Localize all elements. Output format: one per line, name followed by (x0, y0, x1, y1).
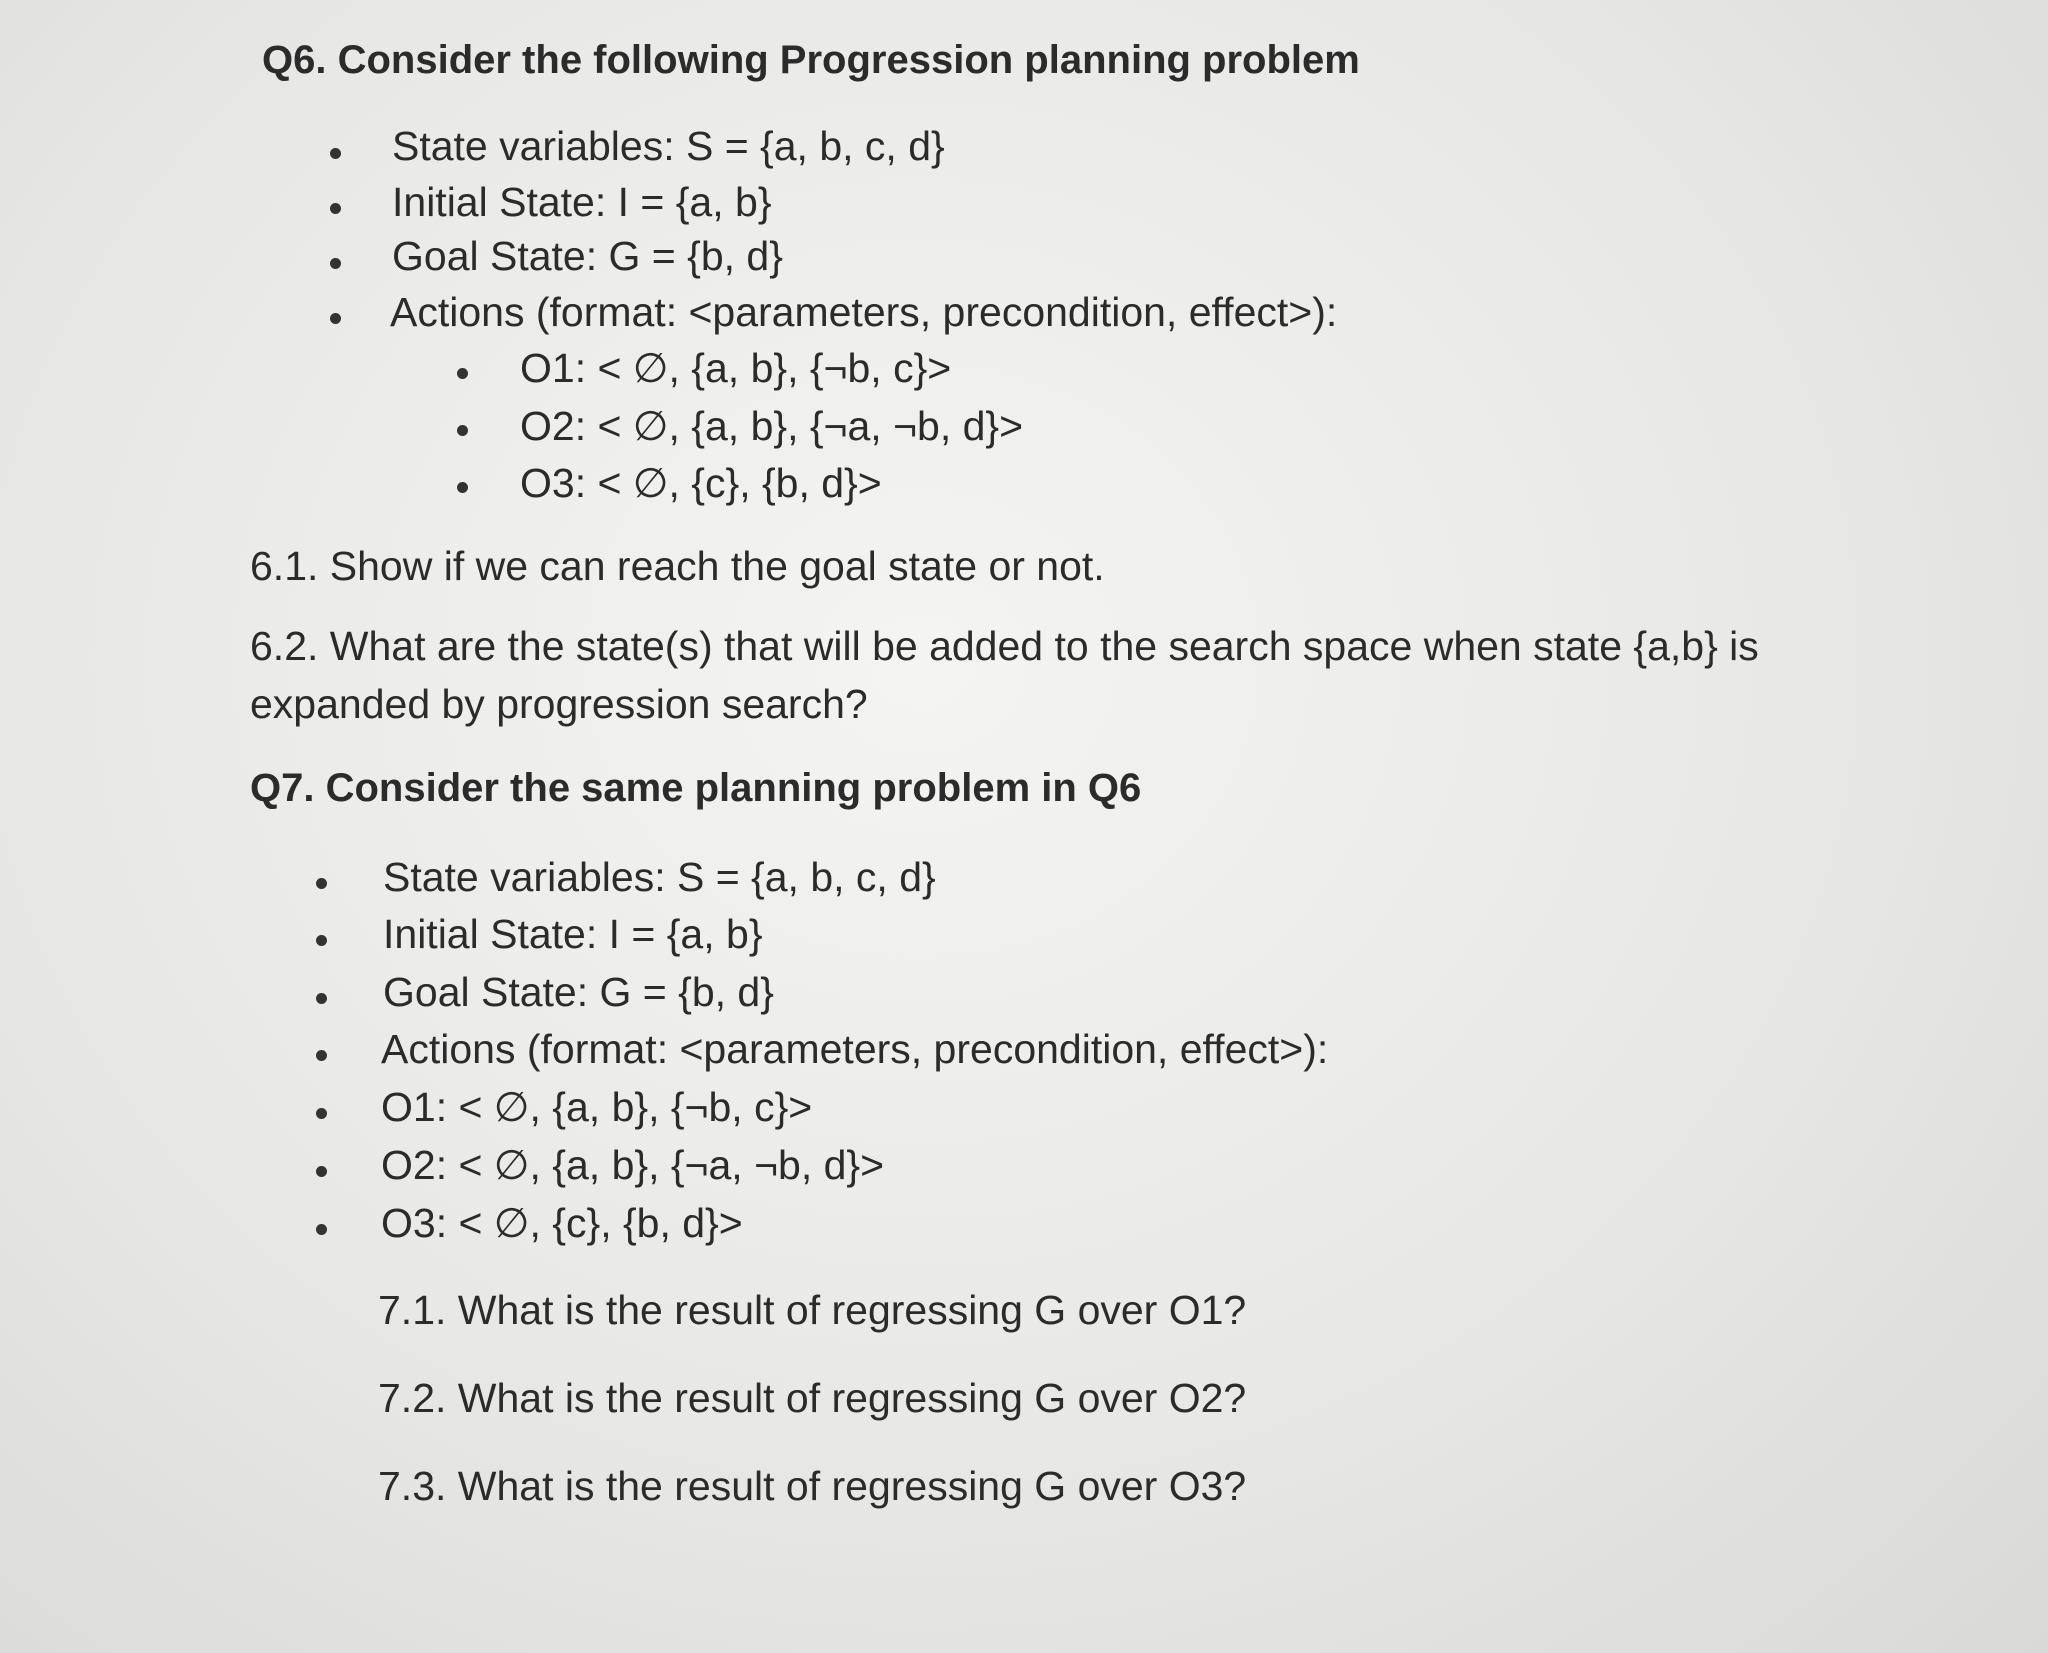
q6-heading: Q6. Consider the following Progression planning problem (262, 38, 1360, 82)
q6-action-o2: O2: < ∅, {a, b}, {¬a, ¬b, d}> (520, 403, 1024, 449)
bullet (330, 148, 341, 159)
q7-action-o2: O2: < ∅, {a, b}, {¬a, ¬b, d}> (381, 1142, 885, 1188)
q6-2-question-line2: expanded by progression search? (250, 681, 868, 727)
q6-action-o1: O1: < ∅, {a, b}, {¬b, c}> (520, 345, 952, 391)
q6-1-question: 6.1. Show if we can reach the goal state or not. (250, 543, 1105, 589)
q6-2-question-line1: 6.2. What are the state(s) that will be added to the search space when state {a,b} is (250, 623, 1759, 669)
bullet (316, 1166, 327, 1177)
q7-3-question: 7.3. What is the result of regressing G over O3? (378, 1463, 1247, 1509)
q7-initial-state: Initial State: I = {a, b} (383, 911, 763, 957)
q6-action-o3: O3: < ∅, {c}, {b, d}> (520, 460, 882, 506)
q7-state-variables: State variables: S = {a, b, c, d} (383, 854, 936, 900)
bullet (330, 258, 341, 269)
q7-1-question: 7.1. What is the result of regressing G over O1? (378, 1287, 1247, 1333)
q6-initial-state: Initial State: I = {a, b} (392, 179, 772, 225)
q6-state-variables: State variables: S = {a, b, c, d} (392, 123, 945, 169)
q7-goal-state: Goal State: G = {b, d} (383, 969, 774, 1015)
q6-goal-state: Goal State: G = {b, d} (392, 233, 783, 279)
q7-action-o1: O1: < ∅, {a, b}, {¬b, c}> (381, 1084, 813, 1130)
bullet (330, 203, 341, 214)
bullet (316, 1050, 327, 1061)
bullet (457, 368, 468, 379)
bullet (316, 878, 327, 889)
q6-actions-format: Actions (format: <parameters, precondition, effect>): (390, 289, 1338, 335)
bullet (316, 993, 327, 1004)
bullet (330, 313, 341, 324)
q7-heading: Q7. Consider the same planning problem in Q6 (250, 766, 1142, 810)
bullet (457, 425, 468, 436)
q7-actions-format: Actions (format: <parameters, precondition, effect>): (381, 1026, 1329, 1072)
bullet (316, 1224, 327, 1235)
bullet (316, 1108, 327, 1119)
bullet (457, 482, 468, 493)
q7-action-o3: O3: < ∅, {c}, {b, d}> (381, 1200, 743, 1246)
q7-2-question: 7.2. What is the result of regressing G over O2? (378, 1375, 1247, 1421)
bullet (316, 935, 327, 946)
